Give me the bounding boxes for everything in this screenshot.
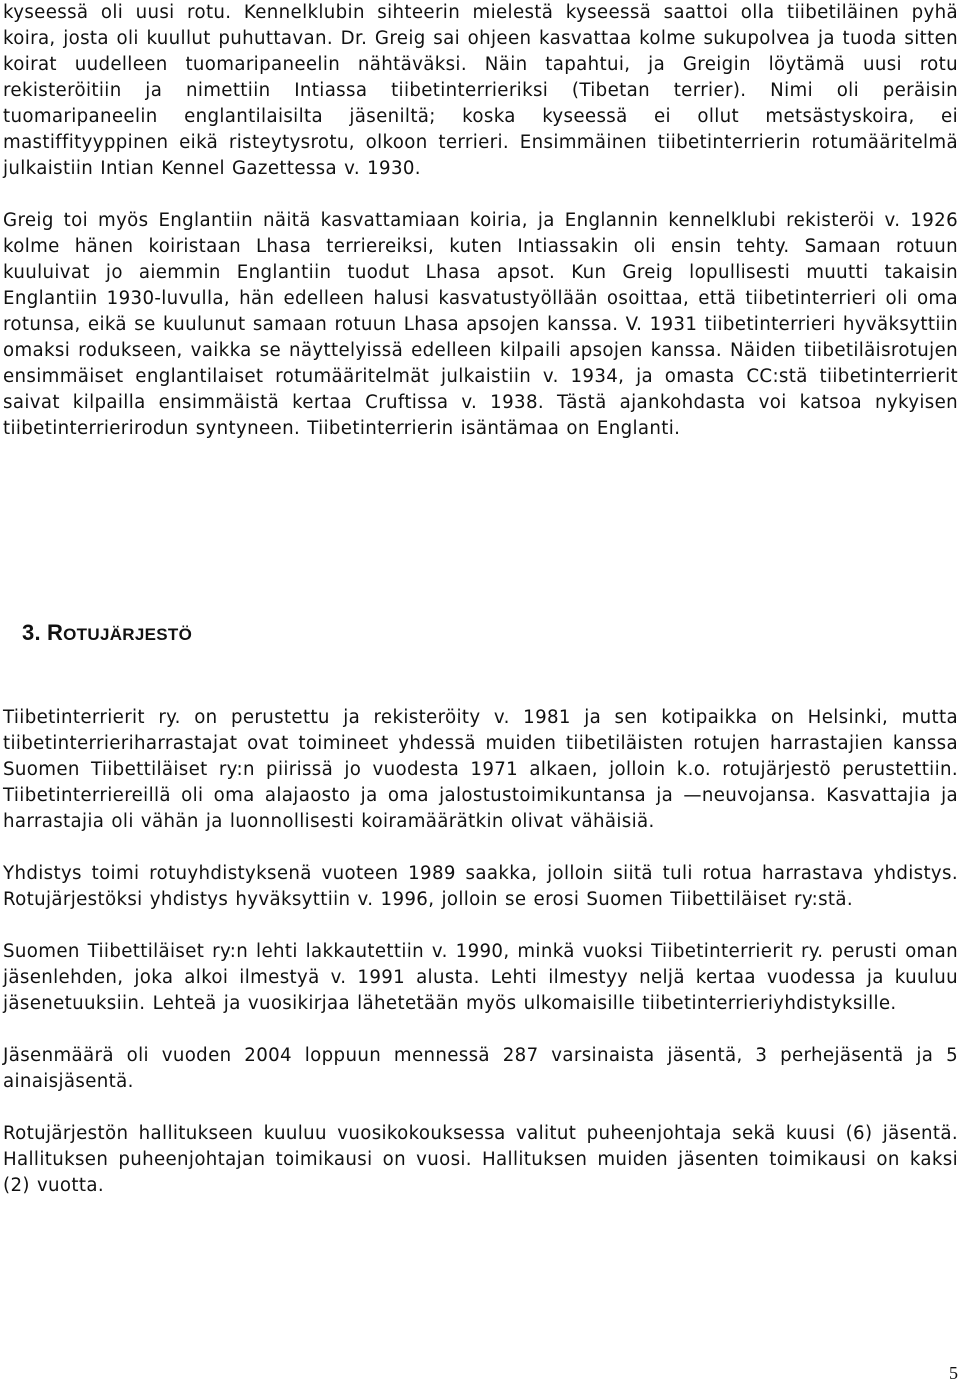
paragraph-member-magazine: Suomen Tiibettiläiset ry:n lehti lakkautettiin v. 1990, minkä vuoksi Tiibetinterrierit ry. perusti oman jäsenlehden, joka alkoi ilmestyä v. 1991 alusta. Lehti ilmestyy neljä kertaa vuodessa ja kuuluu jäsenetuuksiin. Lehteä ja vuosikirjaa lähetetään myös ulkomaisille tiibetinterrieriyhdistyksille. (3, 941, 958, 1014)
paragraph-england-history: Greig toi myös Englantiin näitä kasvattamiaan koiria, ja Englannin kennelklubi rekisteröi v. 1926 kolme hänen koiristaan Lhasa terriereiksi, kuten Intiassakin oli ensin tehty. Samaan rotuun kuuluivat jo aiemmin Englantiin tuodut Lhasa apsot. Kun Greig lopullisesti muutti takaisin Englantiin 1930-luvulla, hän edelleen halusi kasvatustyöllään osoittaa, että tiibetinterrieri oli oma rotunsa, eikä se kuulunut samaan rotuun Lhasa apsojen kanssa. V. 1931 tiibetinterrieri hyväksyttiin omaksi rodukseen, vaikka se näyttelyissä edelleen kilpaili apsojen kanssa. Näiden tiibetiläisrotujen ensimmäiset englantilaiset rotumääritelmät julkaistiin v. 1934, ja omasta CC:stä tiibetinterrierit saivat kilpailla ensimmäistä kertaa Cruftissa v. 1938. Tästä ajankohdasta voi katsoa nykyisen tiibetinterrierirodun syntyneen. Tiibetinterrierin isäntämaa on Englanti. (3, 210, 958, 439)
page-number: 5 (949, 1363, 958, 1383)
paragraph-spacer (3, 1095, 958, 1121)
section-title-rest: OTUJÄRJESTÖ (63, 625, 193, 644)
intro-text-block (3, 0, 958, 442)
paragraph-spacer (3, 1017, 958, 1043)
paragraph-membership: Jäsenmäärä oli vuoden 2004 loppuun mennessä 287 varsinaista jäsentä, 3 perhejäsentä ja 5 ainaisjäsentä. (3, 1045, 958, 1092)
section-title-initial: R (46, 620, 64, 645)
paragraph-spacer (3, 182, 958, 208)
paragraph-founding: Tiibetinterrierit ry. on perustettu ja rekisteröity v. 1981 ja sen kotipaikka on Helsinki, mutta tiibetinterrieriharrastajat ovat toimineet yhdessä muiden tiibetiläisten rotujen harrastajien kanssa Suomen Tiibettiläiset ry:n piirissä jo vuodesta 1971 alkaen, jolloin k.o. rotujärjestö perustettiin. Tiibetinterriereillä oli oma alajaosto ja oma jalostustoimikuntansa ja —neuvojansa. Kasvattajia ja harrastajia oli vähän ja luonnollisesti koiramäärätkin olivat vähäisiä. (3, 707, 958, 832)
paragraph-spacer (3, 913, 958, 939)
section-number: 3. (22, 620, 41, 645)
paragraph-association-status: Yhdistys toimi rotuyhdistyksenä vuoteen 1989 saakka, jolloin siitä tuli rotua harrastava yhdistys. Rotujärjestöksi yhdistys hyväksyttiin v. 1996, jolloin se erosi Suomen Tiibettiläiset ry:stä. (3, 863, 958, 910)
paragraph-origin-of-breed: kyseessä oli uusi rotu. Kennelklubin sihteerin mielestä kyseessä saattoi olla tiibetiläinen pyhä koira, josta oli kuullut puhuttavan. Dr. Greig sai ohjeen kasvattaa kolme sukupolvea ja tuoda sitten koirat uudelleen tuomaripaneelin nähtäväksi. Näin tapahtui, ja Greigin löytämä uusi rotu rekisteröitiin ja nimettiin Intiassa tiibetinterrieriksi (Tibetan terrier). Nimi oli peräisin tuomaripaneelin englantilaisilta jäseniltä; koska kyseessä ei ollut metsästyskoira, ei mastiffityyppinen eikä risteytysrotu, olkoon terrieri. Ensimmäinen tiibetinterrierin rotumääritelmä julkaistiin Intian Kennel Gazettessa v. 1930. (3, 2, 958, 179)
paragraph-spacer (3, 835, 958, 861)
section-body (3, 705, 958, 1199)
paragraph-board: Rotujärjestön hallitukseen kuuluu vuosikokouksessa valitut puheenjohtaja sekä kuusi (6) jäsentä. Hallituksen puheenjohtajan toimikausi on vuosi. Hallituksen muiden jäsenten toimikausi on kaksi (2) vuotta. (3, 1123, 958, 1196)
section-heading (22, 620, 192, 646)
